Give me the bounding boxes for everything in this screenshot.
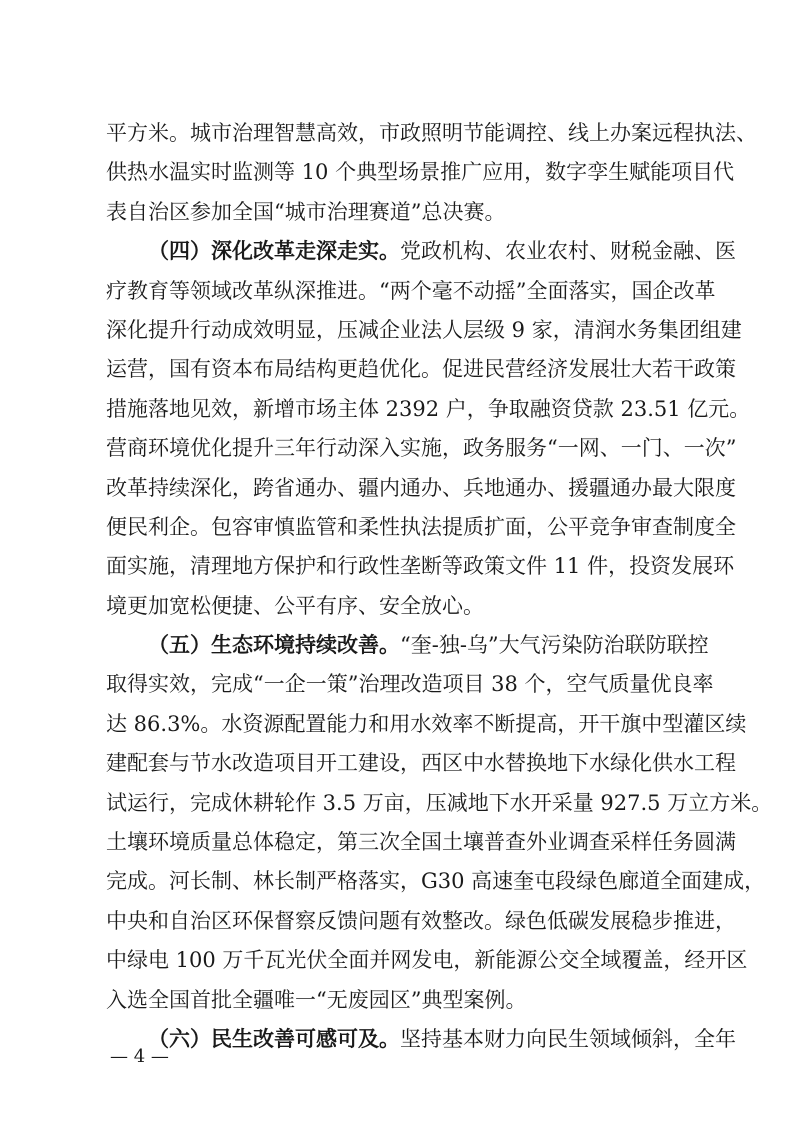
text-line: 建配套与节水改造项目开工建设，西区中水替换地下水绿化供水工程 — [106, 751, 736, 776]
section-heading: （四）深化改革走深走实。 — [148, 239, 400, 264]
text-line: 运营，国有资本布局结构更趋优化。促进民营经济发展壮大若干政策 — [106, 357, 736, 382]
text-line: 取得实效，完成“一企一策”治理改造项目 38 个，空气质量优良率 — [106, 672, 714, 697]
text-span: 党政机构、农业农村、财税金融、医 — [400, 239, 736, 264]
text-line: 平方米。城市治理智慧高效，市政照明节能调控、线上办案远程执法、 — [106, 121, 757, 145]
text-line: 深化提升行动成效明显，压减企业法人层级 9 家，清润水务集团组建 — [106, 317, 742, 342]
text-span: 坚持基本财力向民生领域倾斜，全年 — [400, 1026, 736, 1051]
text-line: 表自治区参加全国“城市治理赛道”总决赛。 — [106, 199, 506, 224]
text-line: 达 86.3%。水资源配置能力和用水效率不断提高，开干旗中型灌区续 — [106, 711, 747, 736]
text-line: 面实施，清理地方保护和行政性垄断等政策文件 11 件，投资发展环 — [106, 554, 735, 579]
text-line: 便民利企。包容审慎监管和柔性执法提质扩面，公平竞争审查制度全 — [106, 514, 736, 539]
text-line: 土壤环境质量总体稳定，第三次全国土壤普查外业调查采样任务圆满 — [106, 830, 736, 855]
body-text — [106, 114, 773, 1059]
text-line: 完成。河长制、林长制严格落实，G30 高速奎屯段绿色廊道全面建成， — [106, 869, 766, 894]
text-line: 境更加宽松便捷、公平有序、安全放心。 — [106, 593, 484, 618]
paragraph-first-line — [106, 1020, 736, 1059]
text-line: 中央和自治区环保督察反馈问题有效整改。绿色低碳发展稳步推进， — [106, 908, 736, 933]
text-line: 营商环境优化提升三年行动深入实施，政务服务“一网、一门、一次” — [106, 436, 737, 461]
text-line: 中绿电 100 万千瓦光伏全面并网发电，新能源公交全域覆盖，经开区 — [106, 948, 748, 973]
text-span: “奎-独-乌”大气污染防治联防联控 — [400, 633, 709, 658]
section-heading: （六）民生改善可感可及。 — [148, 1026, 400, 1051]
text-line: 入选全国首批全疆唯一“无废园区”典型案例。 — [106, 987, 527, 1012]
text-line: 供热水温实时监测等 10 个典型场景推广应用，数字孪生赋能项目代 — [106, 160, 735, 185]
paragraph-first-line — [106, 626, 709, 665]
paragraph-first-line — [106, 232, 736, 271]
section-heading: （五）生态环境持续改善。 — [148, 633, 400, 658]
page-number: — 4 — — [110, 1046, 169, 1067]
text-line: 措施落地见效，新增市场主体 2392 户，争取融资贷款 23.51 亿元。 — [106, 396, 751, 421]
text-line: 疗教育等领域改革纵深推进。“两个毫不动摇”全面落实，国企改革 — [106, 278, 716, 303]
text-line: 改革持续深化，跨省通办、疆内通办、兵地通办、援疆通办最大限度 — [106, 475, 736, 500]
text-line: 试运行，完成休耕轮作 3.5 万亩，压减地下水开采量 927.5 万立方米。 — [106, 790, 773, 815]
